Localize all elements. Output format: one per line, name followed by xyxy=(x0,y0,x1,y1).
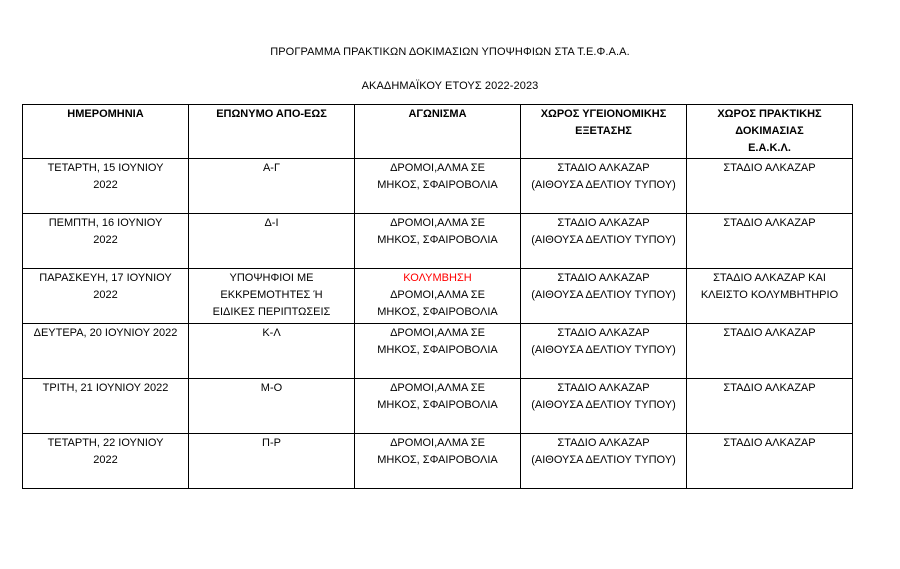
event-cell xyxy=(355,379,521,434)
surname-range-cell-line: Δ-Ι xyxy=(264,217,279,229)
date-cell-line: ΤΡΙΤΗ, 21 ΙΟΥΝΙΟΥ 2022 xyxy=(42,382,169,394)
date-cell xyxy=(23,434,189,489)
medical-venue-cell-line: ΣΤΑΔΙΟ ΑΛΚΑΖΑΡ xyxy=(557,272,650,284)
practical-venue-cell-line: ΣΤΑΔΙΟ ΑΛΚΑΖΑΡ ΚΑΙ xyxy=(713,272,826,284)
medical-venue-cell xyxy=(521,214,687,269)
event-cell-line: ΜΗΚΟΣ, ΣΦΑΙΡΟΒΟΛΙΑ xyxy=(377,234,498,246)
date-cell xyxy=(23,159,189,214)
table-row xyxy=(23,159,853,214)
practical-venue-cell xyxy=(687,159,853,214)
event-cell xyxy=(355,434,521,489)
schedule-table xyxy=(22,104,853,489)
event-cell-line: ΔΡΟΜΟΙ,ΑΛΜΑ ΣΕ xyxy=(390,437,485,449)
event-cell-line: ΜΗΚΟΣ, ΣΦΑΙΡΟΒΟΛΙΑ xyxy=(377,344,498,356)
surname-range-cell-line: Α-Γ xyxy=(262,162,281,174)
surname-range-cell-line: ΕΚΚΡΕΜΟΤΗΤΕΣ Ή xyxy=(220,289,323,301)
medical-venue-cell xyxy=(521,269,687,324)
practical-venue-cell xyxy=(687,434,853,489)
header-date-line: ΗΜΕΡΟΜΗΝΙΑ xyxy=(67,108,144,120)
surname-range-cell xyxy=(189,159,355,214)
date-cell-line: 2022 xyxy=(93,234,118,246)
event-cell xyxy=(355,214,521,269)
header-row xyxy=(23,105,853,159)
practical-venue-cell xyxy=(687,379,853,434)
event-cell-line: ΔΡΟΜΟΙ,ΑΛΜΑ ΣΕ xyxy=(390,217,485,229)
medical-venue-cell-line: ΣΤΑΔΙΟ ΑΛΚΑΖΑΡ xyxy=(557,382,650,394)
event-highlight-text: ΚΟΛΥΜΒΗΣΗ xyxy=(403,272,472,284)
practical-venue-cell-line: ΣΤΑΔΙΟ ΑΛΚΑΖΑΡ xyxy=(723,162,816,174)
header-event-line: ΑΓΩΝΙΣΜΑ xyxy=(408,108,467,120)
event-cell-line: ΔΡΟΜΟΙ,ΑΛΜΑ ΣΕ xyxy=(390,382,485,394)
header-event xyxy=(355,105,521,159)
surname-range-cell-line: ΥΠΟΨΗΦΙΟΙ ΜΕ xyxy=(229,272,314,284)
date-cell xyxy=(23,379,189,434)
medical-venue-cell xyxy=(521,324,687,379)
medical-venue-cell xyxy=(521,379,687,434)
date-cell xyxy=(23,214,189,269)
event-cell-line: ΜΗΚΟΣ, ΣΦΑΙΡΟΒΟΛΙΑ xyxy=(377,454,498,466)
medical-venue-cell-line: (ΑΙΘΟΥΣΑ ΔΕΛΤΙΟΥ ΤΥΠΟΥ) xyxy=(531,289,676,301)
medical-venue-cell-line: ΣΤΑΔΙΟ ΑΛΚΑΖΑΡ xyxy=(557,217,650,229)
practical-venue-cell-line: ΣΤΑΔΙΟ ΑΛΚΑΖΑΡ xyxy=(723,217,816,229)
event-cell xyxy=(355,159,521,214)
table-row xyxy=(23,269,853,324)
surname-range-cell xyxy=(189,269,355,324)
event-cell-line: ΔΡΟΜΟΙ,ΑΛΜΑ ΣΕ xyxy=(390,289,485,301)
date-cell-line: 2022 xyxy=(93,179,118,191)
medical-venue-cell xyxy=(521,159,687,214)
date-cell-line: ΠΑΡΑΣΚΕΥΗ, 17 ΙΟΥΝΙΟΥ xyxy=(39,272,172,284)
event-cell-line: ΜΗΚΟΣ, ΣΦΑΙΡΟΒΟΛΙΑ xyxy=(377,179,498,191)
date-cell-line: ΤΕΤΑΡΤΗ, 22 ΙΟΥΝΙΟΥ xyxy=(47,437,164,449)
practical-venue-cell-line: ΚΛΕΙΣΤΟ ΚΟΛΥΜΒΗΤΗΡΙΟ xyxy=(700,289,839,301)
date-cell xyxy=(23,324,189,379)
practical-venue-cell-line: ΣΤΑΔΙΟ ΑΛΚΑΖΑΡ xyxy=(723,327,816,339)
medical-venue-cell-line: (ΑΙΘΟΥΣΑ ΔΕΛΤΙΟΥ ΤΥΠΟΥ) xyxy=(531,344,676,356)
document-subtitle: ΑΚΑΔΗΜΑΪΚΟΥ ΕΤΟΥΣ 2022-2023 xyxy=(361,80,539,92)
medical-venue-cell-line: (ΑΙΘΟΥΣΑ ΔΕΛΤΙΟΥ ΤΥΠΟΥ) xyxy=(531,234,676,246)
table-body xyxy=(23,159,853,489)
surname-range-cell-line: Κ-Λ xyxy=(262,327,281,339)
surname-range-cell xyxy=(189,324,355,379)
surname-range-cell-line: Π-Ρ xyxy=(262,437,281,449)
date-cell-line: 2022 xyxy=(93,289,118,301)
surname-range-cell xyxy=(189,379,355,434)
event-cell-line: ΔΡΟΜΟΙ,ΑΛΜΑ ΣΕ xyxy=(390,162,485,174)
practical-venue-cell xyxy=(687,324,853,379)
table-row xyxy=(23,434,853,489)
medical-venue-cell-line: (ΑΙΘΟΥΣΑ ΔΕΛΤΙΟΥ ΤΥΠΟΥ) xyxy=(531,399,676,411)
practical-venue-cell xyxy=(687,269,853,324)
table-row xyxy=(23,324,853,379)
header-practical-venue-line: ΧΩΡΟΣ ΠΡΑΚΤΙΚΗΣ xyxy=(717,108,822,120)
surname-range-cell xyxy=(189,434,355,489)
document-title: ΠΡΟΓΡΑΜΜΑ ΠΡΑΚΤΙΚΩΝ ΔΟΚΙΜΑΣΙΩΝ ΥΠΟΨΗΦΙΩΝ ΣΤΑ Τ.Ε.Φ.Α.Α. xyxy=(270,46,630,58)
header-practical-venue-line: ΔΟΚΙΜΑΣΙΑΣ xyxy=(735,125,804,137)
medical-venue-cell-line: ΣΤΑΔΙΟ ΑΛΚΑΖΑΡ xyxy=(557,437,650,449)
practical-venue-cell xyxy=(687,214,853,269)
medical-venue-cell-line: ΣΤΑΔΙΟ ΑΛΚΑΖΑΡ xyxy=(557,162,650,174)
event-cell xyxy=(355,269,521,324)
surname-range-cell xyxy=(189,214,355,269)
header-practical-venue xyxy=(687,105,853,159)
date-cell-line: ΤΕΤΑΡΤΗ, 15 ΙΟΥΝΙΟΥ xyxy=(47,162,164,174)
header-medical-venue xyxy=(521,105,687,159)
header-date xyxy=(23,105,189,159)
header-medical-venue-line: ΕΞΕΤΑΣΗΣ xyxy=(575,125,632,137)
date-cell-line: 2022 xyxy=(93,454,118,466)
date-cell xyxy=(23,269,189,324)
header-surname-range xyxy=(189,105,355,159)
medical-venue-cell xyxy=(521,434,687,489)
surname-range-cell-line: ΕΙΔΙΚΕΣ ΠΕΡΙΠΤΩΣΕΙΣ xyxy=(212,306,331,318)
practical-venue-cell-line: ΣΤΑΔΙΟ ΑΛΚΑΖΑΡ xyxy=(723,382,816,394)
medical-venue-cell-line: ΣΤΑΔΙΟ ΑΛΚΑΖΑΡ xyxy=(557,327,650,339)
event-cell xyxy=(355,324,521,379)
medical-venue-cell-line: (ΑΙΘΟΥΣΑ ΔΕΛΤΙΟΥ ΤΥΠΟΥ) xyxy=(531,454,676,466)
event-cell-line: ΔΡΟΜΟΙ,ΑΛΜΑ ΣΕ xyxy=(390,327,485,339)
table-row xyxy=(23,214,853,269)
date-cell-line: ΔΕΥΤΕΡΑ, 20 ΙΟΥΝΙΟΥ 2022 xyxy=(33,327,178,339)
header-surname-range-line: ΕΠΩΝΥΜΟ ΑΠΟ-ΕΩΣ xyxy=(216,108,327,120)
medical-venue-cell-line: (ΑΙΘΟΥΣΑ ΔΕΛΤΙΟΥ ΤΥΠΟΥ) xyxy=(531,179,676,191)
surname-range-cell-line: Μ-Ο xyxy=(260,382,283,394)
table-row xyxy=(23,379,853,434)
event-cell-line: ΜΗΚΟΣ, ΣΦΑΙΡΟΒΟΛΙΑ xyxy=(377,306,498,318)
header-medical-venue-line: ΧΩΡΟΣ ΥΓΕΙΟΝΟΜΙΚΗΣ xyxy=(540,108,667,120)
header-practical-venue-line: Ε.Α.Κ.Λ. xyxy=(748,142,791,154)
date-cell-line: ΠΕΜΠΤΗ, 16 ΙΟΥΝΙΟΥ xyxy=(48,217,163,229)
practical-venue-cell-line: ΣΤΑΔΙΟ ΑΛΚΑΖΑΡ xyxy=(723,437,816,449)
event-cell-line: ΜΗΚΟΣ, ΣΦΑΙΡΟΒΟΛΙΑ xyxy=(377,399,498,411)
